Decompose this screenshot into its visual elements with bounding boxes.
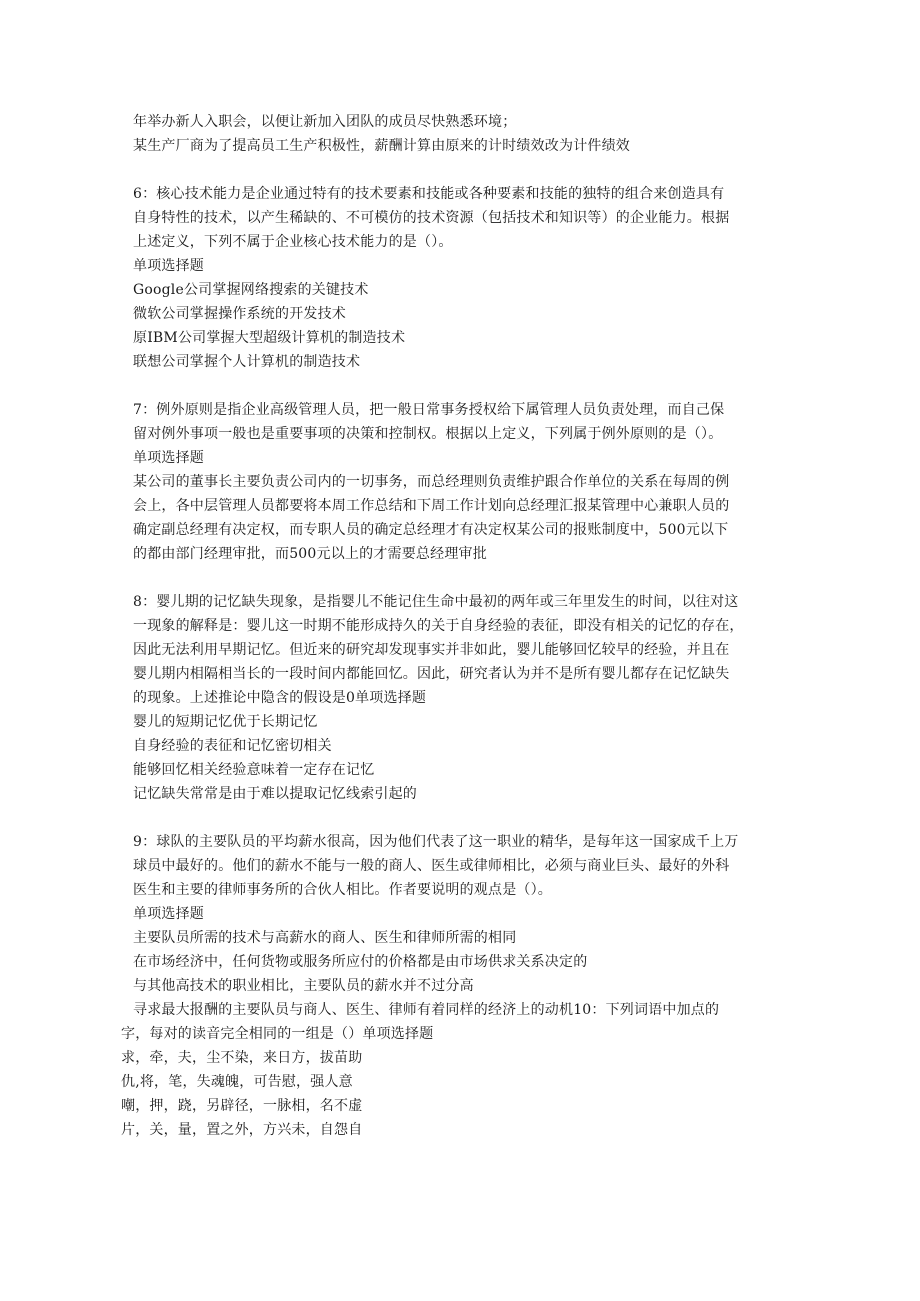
question-9 [121,830,793,1046]
option-b: 微软公司掌握操作系统的开发技术 [133,306,346,322]
option-a: 求，牵，夫，尘不染，来日方，拔苗助 [121,1050,363,1066]
option-a: 婴儿的短期记忆优于长期记忆 [133,714,318,730]
question-text-line: 留对例外事项一般也是重要事项的决策和控制权。根据以上定义，下列属于例外原则的是（）。 [133,426,723,442]
question-type: 单项选择题 [133,906,204,922]
option-c: 能够回忆相关经验意味着一定存在记忆 [133,762,375,778]
option-c: 嘲，押，跷，另辟径，一脉相，名不虚 [121,1098,363,1114]
option-d: 寻求最大报酬的主要队员与商人、医生、律师有着同样的经济上的动机10：下列词语中加点的 [133,1002,720,1018]
question-text-line: 一现象的解释是：婴儿这一时期不能形成持久的关于自身经验的表征，即没有相关的记忆的存在， [133,618,744,634]
question-10-text-line: 字，每对的读音完全相同的一组是（）单项选择题 [121,1026,434,1042]
option-b: 在市场经济中，任何货物或服务所应付的价格都是由市场供求关系决定的 [133,954,588,970]
question-text-line: 6：核心技术能力是企业通过特有的技术要素和技能或各种要素和技能的独特的组合来创造具有 [133,186,725,202]
question-8 [133,590,793,806]
option-b: 仇,将，笔，失魂魄，可告慰，强人意 [121,1074,353,1090]
question-text-line: 上述定义，下列不属于企业核心技术能力的是（）。 [133,234,453,250]
question-text-line: 9：球队的主要队员的平均薪水很高，因为他们代表了这一职业的精华，是每年这一国家成千上万 [133,834,739,850]
question-7 [133,398,793,566]
question-text-line: 的现象。上述推论中隐含的假设是0单项选择题 [133,690,427,706]
question-text-line: 因此无法利用早期记忆。但近来的研究却发现事实并非如此，婴儿能够回忆较早的经验，并且在 [133,642,730,658]
option-b: 自身经验的表征和记忆密切相关 [133,738,332,754]
option-d: 联想公司掌握个人计算机的制造技术 [133,354,361,370]
option-d: 片，关，量，置之外，方兴未，自怨自 [121,1122,363,1138]
question-text-line: 球员中最好的。他们的薪水不能与一般的商人、医生或律师相比，必须与商业巨头、最好的外科 [133,858,730,874]
question-text-line: 自身特性的技术，以产生稀缺的、不可模仿的技术资源（包括技术和知识等）的企业能力。根据 [133,210,730,226]
option-a: Google公司掌握网络搜索的关键技术 [133,282,369,298]
question-text-line: 8：婴儿期的记忆缺失现象，是指婴儿不能记住生命中最初的两年或三年里发生的时间，以往对这 [133,594,739,610]
question-text-line: 婴儿期内相隔相当长的一段时间内都能回忆。因此，研究者认为并不是所有婴儿都存在记忆缺失 [133,666,730,682]
question-10 [121,1046,793,1142]
question-type: 单项选择题 [133,450,204,466]
option-a: 主要队员所需的技术与高薪水的商人、医生和律师所需的相同 [133,930,517,946]
option-text-line: 确定副总经理有决定权，而专职人员的确定总经理才有决定权某公司的报账制度中，500元以下 [133,522,729,538]
intro-line: 年举办新人入职会，以便让新加入团队的成员尽快熟悉环境； [133,114,517,130]
option-text-line: 的都由部门经理审批，而500元以上的才需要总经理审批 [133,546,487,562]
intro-line: 某生产厂商为了提高员工生产积极性，薪酬计算由原来的计时绩效改为计件绩效 [133,138,630,154]
option-c: 与其他高技术的职业相比，主要队员的薪水并不过分高 [133,978,474,994]
option-text-line: 会上，各中层管理人员都要将本周工作总结和下周工作计划向总经理汇报某管理中心兼职人员的 [133,498,730,514]
intro-block [133,110,793,158]
option-d: 记忆缺失常常是由于难以提取记忆线索引起的 [133,786,417,802]
question-text-line: 医生和主要的律师事务所的合伙人相比。作者要说明的观点是（）。 [133,882,552,898]
option-c: 原IBM公司掌握大型超级计算机的制造技术 [133,330,406,346]
option-text-line: 某公司的董事长主要负责公司内的一切事务，而总经理则负责维护跟合作单位的关系在每周的例 [133,474,730,490]
document-content [121,110,793,1142]
question-6 [133,182,793,374]
question-text-line: 7：例外原则是指企业高级管理人员，把一般日常事务授权给下属管理人员负责处理，而自己保 [133,402,725,418]
question-type: 单项选择题 [133,258,204,274]
